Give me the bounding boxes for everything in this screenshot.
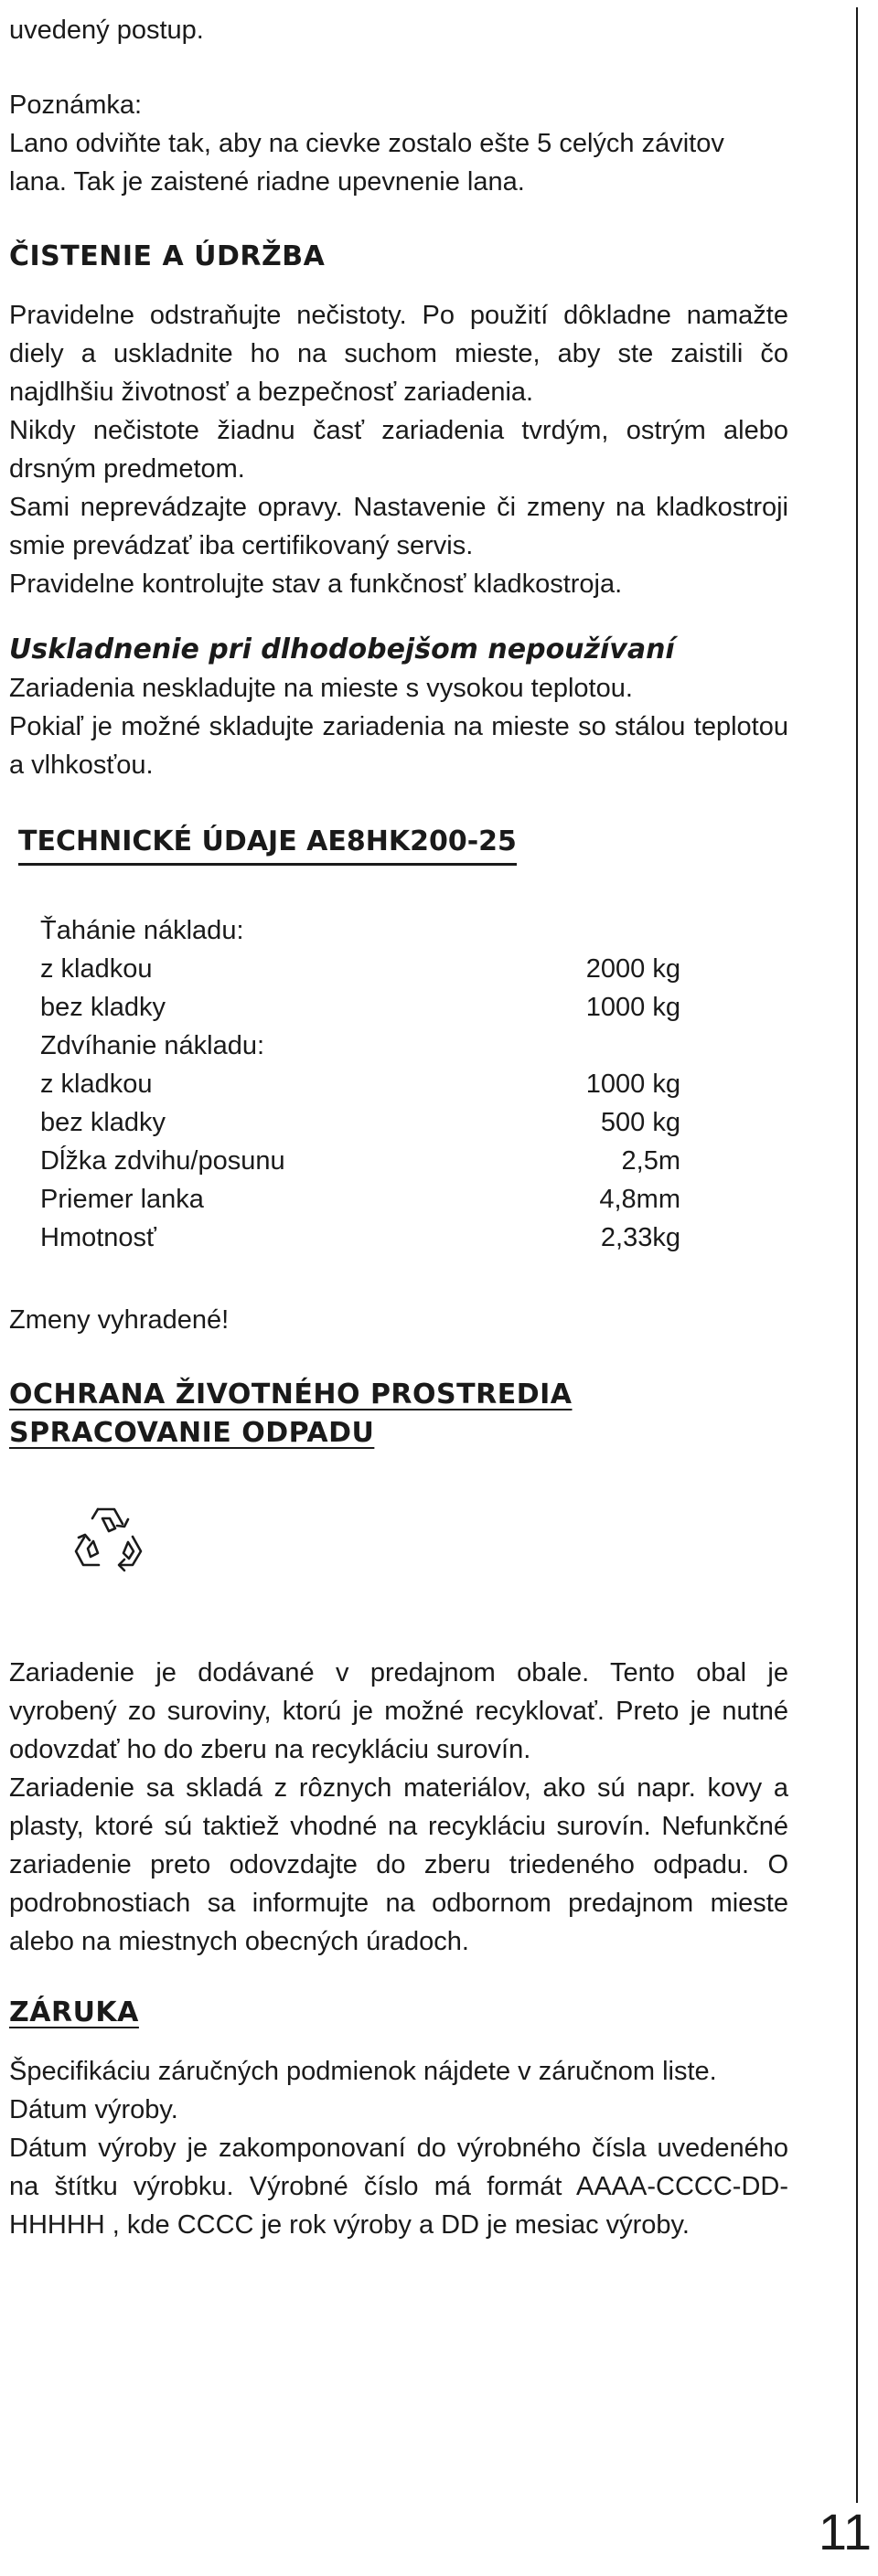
storage-paragraph-1: Zariadenia neskladujte na mieste s vysokou teplotou. [9,674,633,703]
page-number: 11 [818,2503,873,2560]
spec-label: bez kladky [40,993,166,1022]
specs-table [40,911,680,1257]
note-block [9,86,788,201]
pulling-heading: Ťahánie nákladu: [40,916,244,945]
cleaning-paragraph-4: Pravidelne kontrolujte stav a funkčnosť kladkostroja. [9,569,623,599]
spec-value: 2,5m [621,1146,680,1176]
spec-value: 1000 kg [585,1070,680,1099]
spec-label: z kladkou [40,1070,153,1099]
warranty-paragraph-3: Dátum výroby je zakomponovaní do výrobného čísla uvedeného na štítku výrobku. Výrobné číslo má formát AAAA-CCCC-DD-HHHHH , kde CCCC je rok výroby a DD je mesiac výroby. [9,2134,788,2240]
spec-row [40,1103,680,1142]
environment-paragraph-2: Zariadenie sa skladá z rôznych materiálov, ako sú napr. kovy a plasty, ktoré sú taktiež vhodné na recykláciu surovín. Nefunkčné zariadenie preto odovzdajte do zberu triedeného odpadu. O podrobnostiach sa informujte na odbornom predajnom mieste alebo na miestnych obecných úradoch. [9,1773,788,1956]
recycle-icon [68,1498,150,1581]
storage-paragraph-2: Pokiaľ je možné skladujte zariadenia na mieste so stálou teplotou a vlhkosťou. [9,712,788,780]
vertical-rule [856,7,858,2503]
spec-row [40,988,680,1027]
intro-line: uvedený postup. [9,16,204,45]
spec-label: Hmotnosť [40,1223,156,1252]
spec-row [40,1142,680,1180]
spec-value: 1000 kg [585,993,680,1022]
note-text: Lano odviňte tak, aby na cievke zostalo ešte 5 celých závitov lana. Tak je zaistené riadne upevnenie lana. [9,129,724,197]
changes-note: Zmeny vyhradené! [9,1305,230,1335]
environment-paragraph-1: Zariadenie je dodávané v predajnom obale. Tento obal je vyrobený zo suroviny, ktorú je možné recyklovať. Preto je nutné odovzdať ho do zberu na recykláciu surovín. [9,1658,788,1764]
cleaning-paragraph-3: Sami neprevádzajte opravy. Nastavenie či zmeny na kladkostroji smie prevádzať iba certifikovaný servis. [9,493,788,560]
spec-label: Dĺžka zdvihu/posunu [40,1146,285,1176]
spec-value: 2,33kg [600,1223,680,1252]
spec-row [40,1180,680,1219]
lifting-heading: Zdvíhanie nákladu: [40,1031,265,1060]
environment-title [9,1376,788,1453]
warranty-paragraph-1: Špecifikáciu záručných podmienok nájdete v záručnom liste. [9,2057,717,2086]
spec-row [40,950,680,988]
cleaning-title: ČISTENIE A ÚDRŽBA [9,240,326,272]
spec-row [40,1065,680,1103]
warranty-paragraph-2: Dátum výroby. [9,2095,178,2124]
spec-label: Priemer lanka [40,1185,204,1214]
storage-title: Uskladnenie pri dlhodobejšom nepoužívaní [9,633,675,665]
spec-label: bez kladky [40,1108,166,1137]
specs-title: TECHNICKÉ ÚDAJE AE8HK200-25 [18,823,517,866]
note-label: Poznámka: [9,90,143,120]
spec-label: z kladkou [40,954,153,984]
warranty-title: ZÁRUKA [9,1996,139,2028]
spec-value: 500 kg [600,1108,680,1137]
cleaning-paragraph-1: Pravidelne odstraňujte nečistoty. Po použití dôkladne namažte diely a uskladnite ho na suchom mieste, aby ste zaistili čo najdlhšiu životnosť a bezpečnosť zariadenia. [9,301,788,407]
spec-row [40,1219,680,1257]
environment-title-line-1: OCHRANA ŽIVOTNÉHO PROSTREDIA [9,1378,573,1410]
cleaning-paragraph-2: Nikdy nečistote žiadnu časť zariadenia tvrdým, ostrým alebo drsným predmetom. [9,416,788,484]
spec-value: 4,8mm [599,1185,680,1214]
environment-title-line-2: SPRACOVANIE ODPADU [9,1417,375,1449]
text-column [9,11,788,2244]
spec-value: 2000 kg [585,954,680,984]
